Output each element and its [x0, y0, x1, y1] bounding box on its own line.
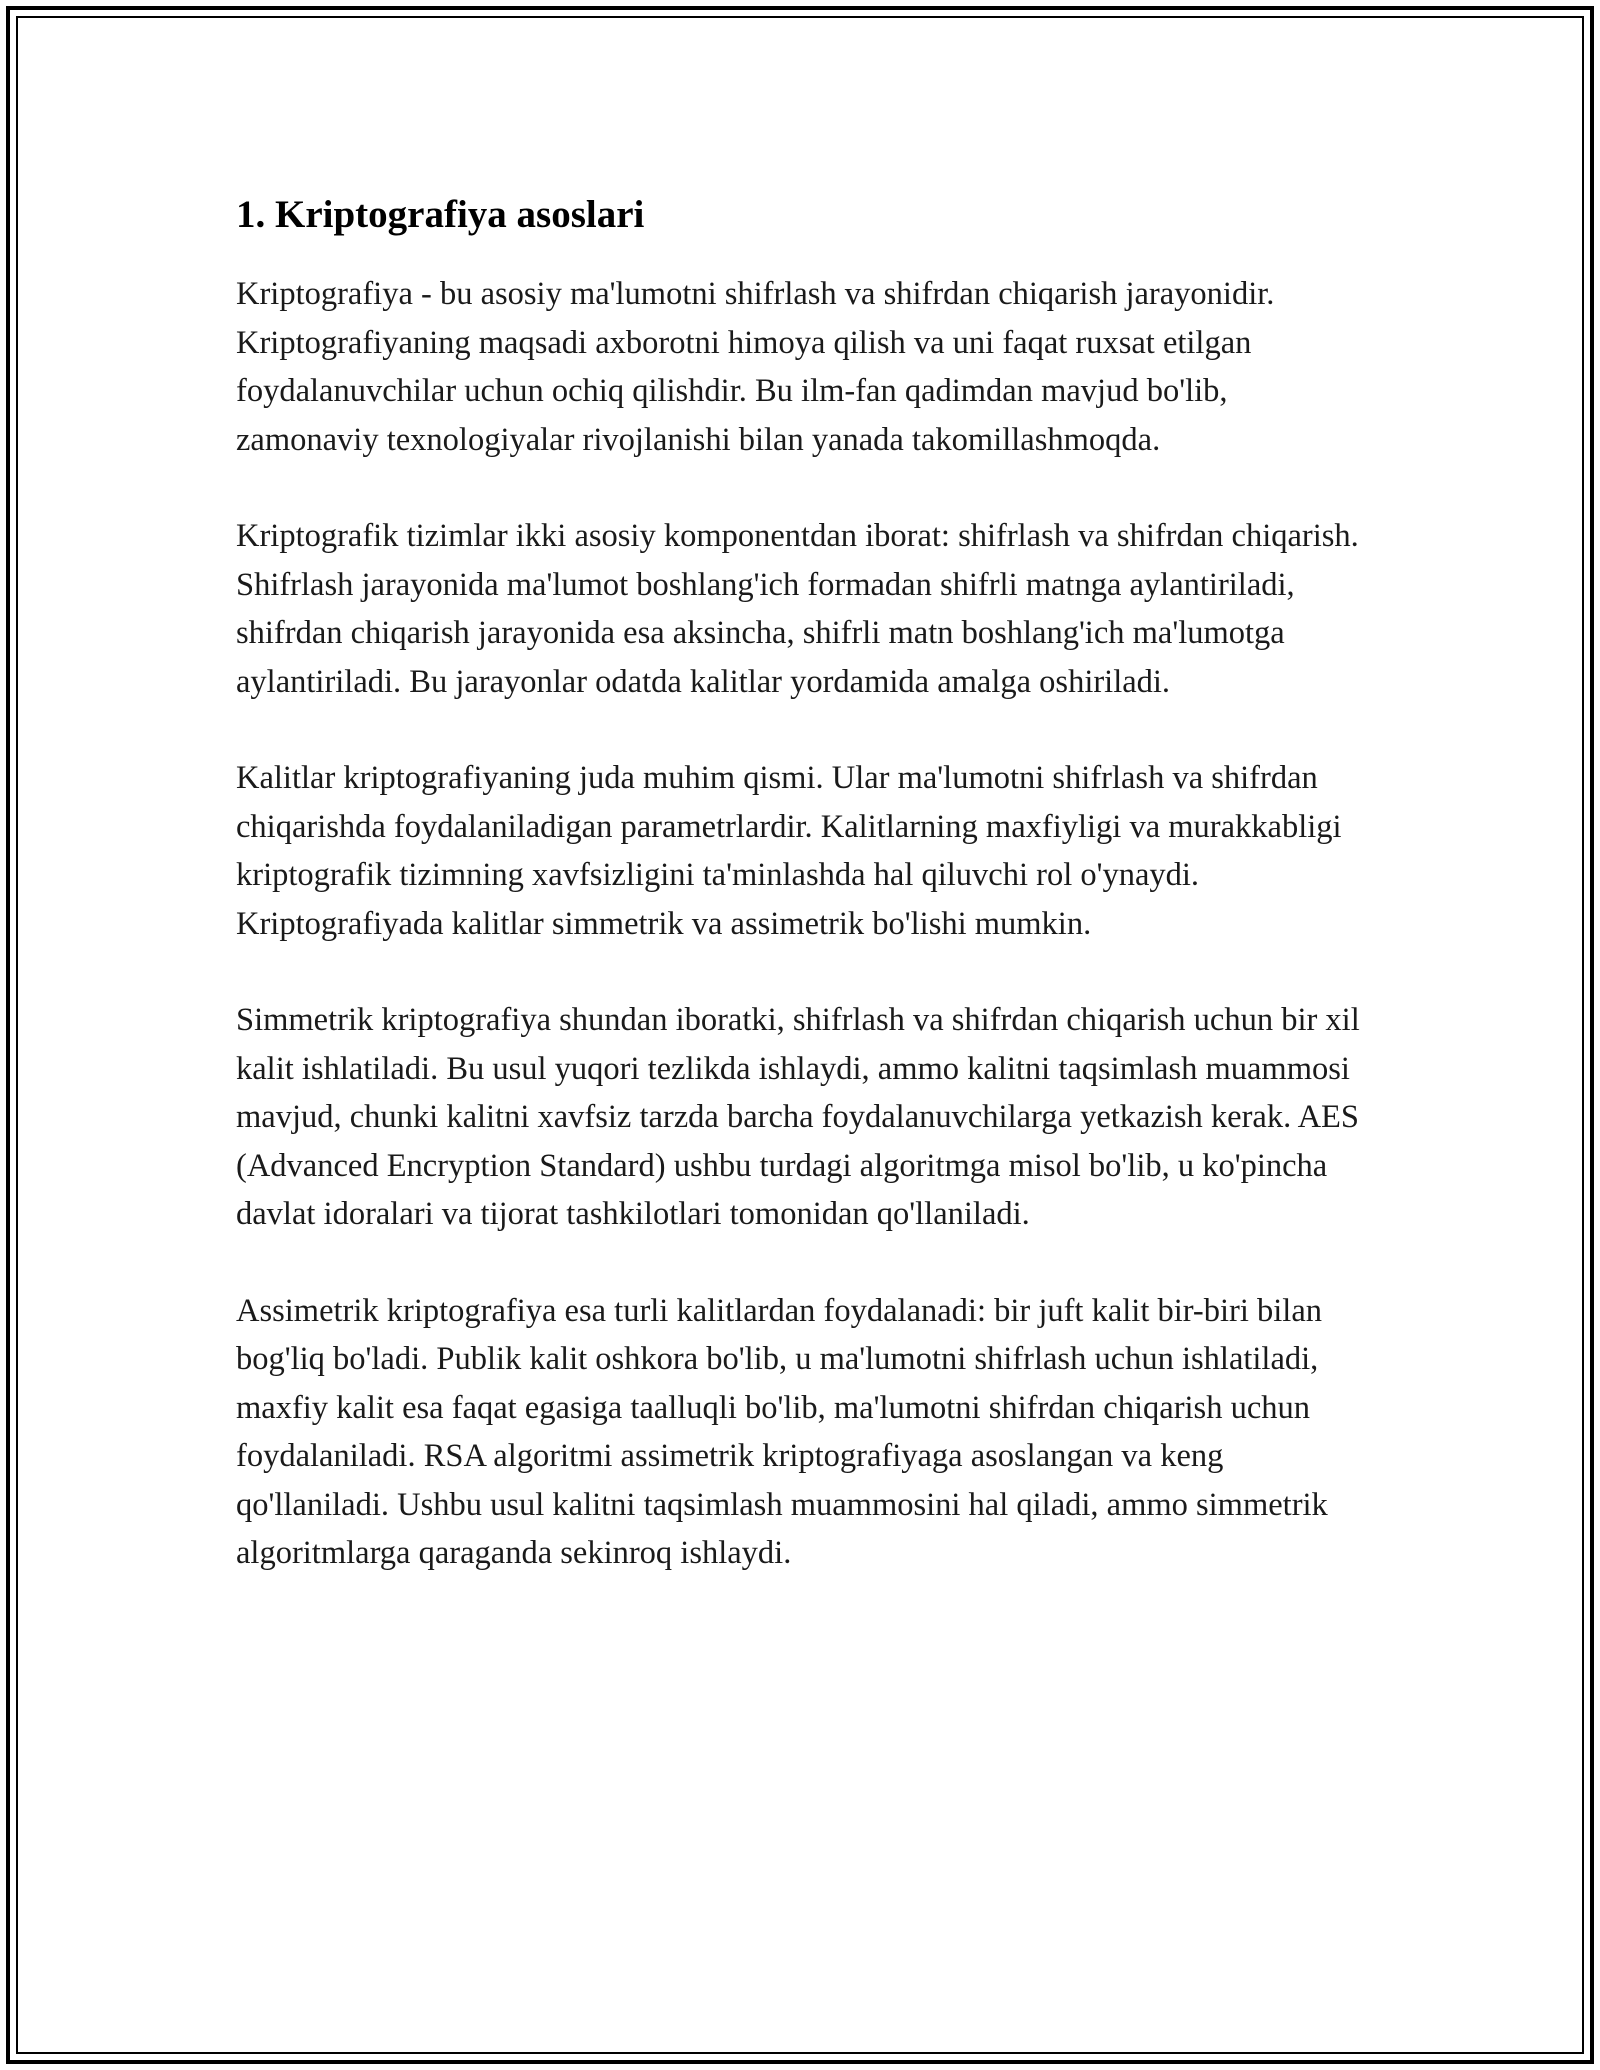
paragraph-intro: Kriptografiya - bu asosiy ma'lumotni shifrlash va shifrdan chiqarish jarayonidir. Kriptografiyaning maqsadi axborotni himoya qilish va uni faqat ruxsat etilgan foydalanuvchilar uchun ochiq qilishdir. Bu ilm-fan qadimdan mavjud bo'lib, zamonaviy texnologiyalar rivojlanishi bilan yanada takomillashmoqda. — [236, 276, 1275, 458]
section-heading: 1. Kriptografiya asoslari — [236, 193, 645, 236]
paragraph-asymmetric: Assimetrik kriptografiya esa turli kalitlardan foydalanadi: bir juft kalit bir-biri bilan bog'liq bo'ladi. Publik kalit oshkora bo'lib, u ma'lumotni shifrlash uchun ishlatiladi, maxfiy kalit esa faqat egasiga taalluqli bo'lib, ma'lumotni shifrdan chiqarish uchun foydalaniladi. RSA algoritmi assimetrik kriptografiyaga asoslangan va keng qo'llaniladi. Ushbu usul kalitni taqsimlash muammosini hal qiladi, ammo simmetrik algoritmlarga qaraganda sekinroq ishlaydi. — [236, 1292, 1328, 1571]
paragraph-symmetric: Simmetrik kriptografiya shundan iboratki, shifrlash va shifrdan chiqarish uchun bir xil kalit ishlatiladi. Bu usul yuqori tezlikda ishlaydi, ammo kalitni taqsimlash muammosi mavjud, chunki kalitni xavfsiz tarzda barcha foydalanuvchilarga yetkazish kerak. AES (Advanced Encryption Standard) ushbu turdagi algoritmga misol bo'lib, u ko'pincha davlat idoralari va tijorat tashkilotlari tomonidan qo'llaniladi. — [236, 1002, 1360, 1232]
paragraph-keys: Kalitlar kriptografiyaning juda muhim qismi. Ular ma'lumotni shifrlash va shifrdan chiqarishda foydalaniladigan parametrlardir. Kalitlarning maxfiyligi va murakkabligi kriptografik tizimning xavfsizligini ta'minlashda hal qiluvchi rol o'ynaydi. Kriptografiyada kalitlar simmetrik va assimetrik bo'lishi mumkin. — [236, 760, 1342, 942]
paragraph-components: Kriptografik tizimlar ikki asosiy komponentdan iborat: shifrlash va shifrdan chiqarish. Shifrlash jarayonida ma'lumot boshlang'ich formadan shifrli matnga aylantiriladi, shifrdan chiqarish jarayonida esa aksincha, shifrli matn boshlang'ich ma'lumotga aylantiriladi. Bu jarayonlar odatda kalitlar yordamida amalga oshiriladi. — [236, 518, 1359, 700]
document-body — [236, 190, 1376, 1626]
